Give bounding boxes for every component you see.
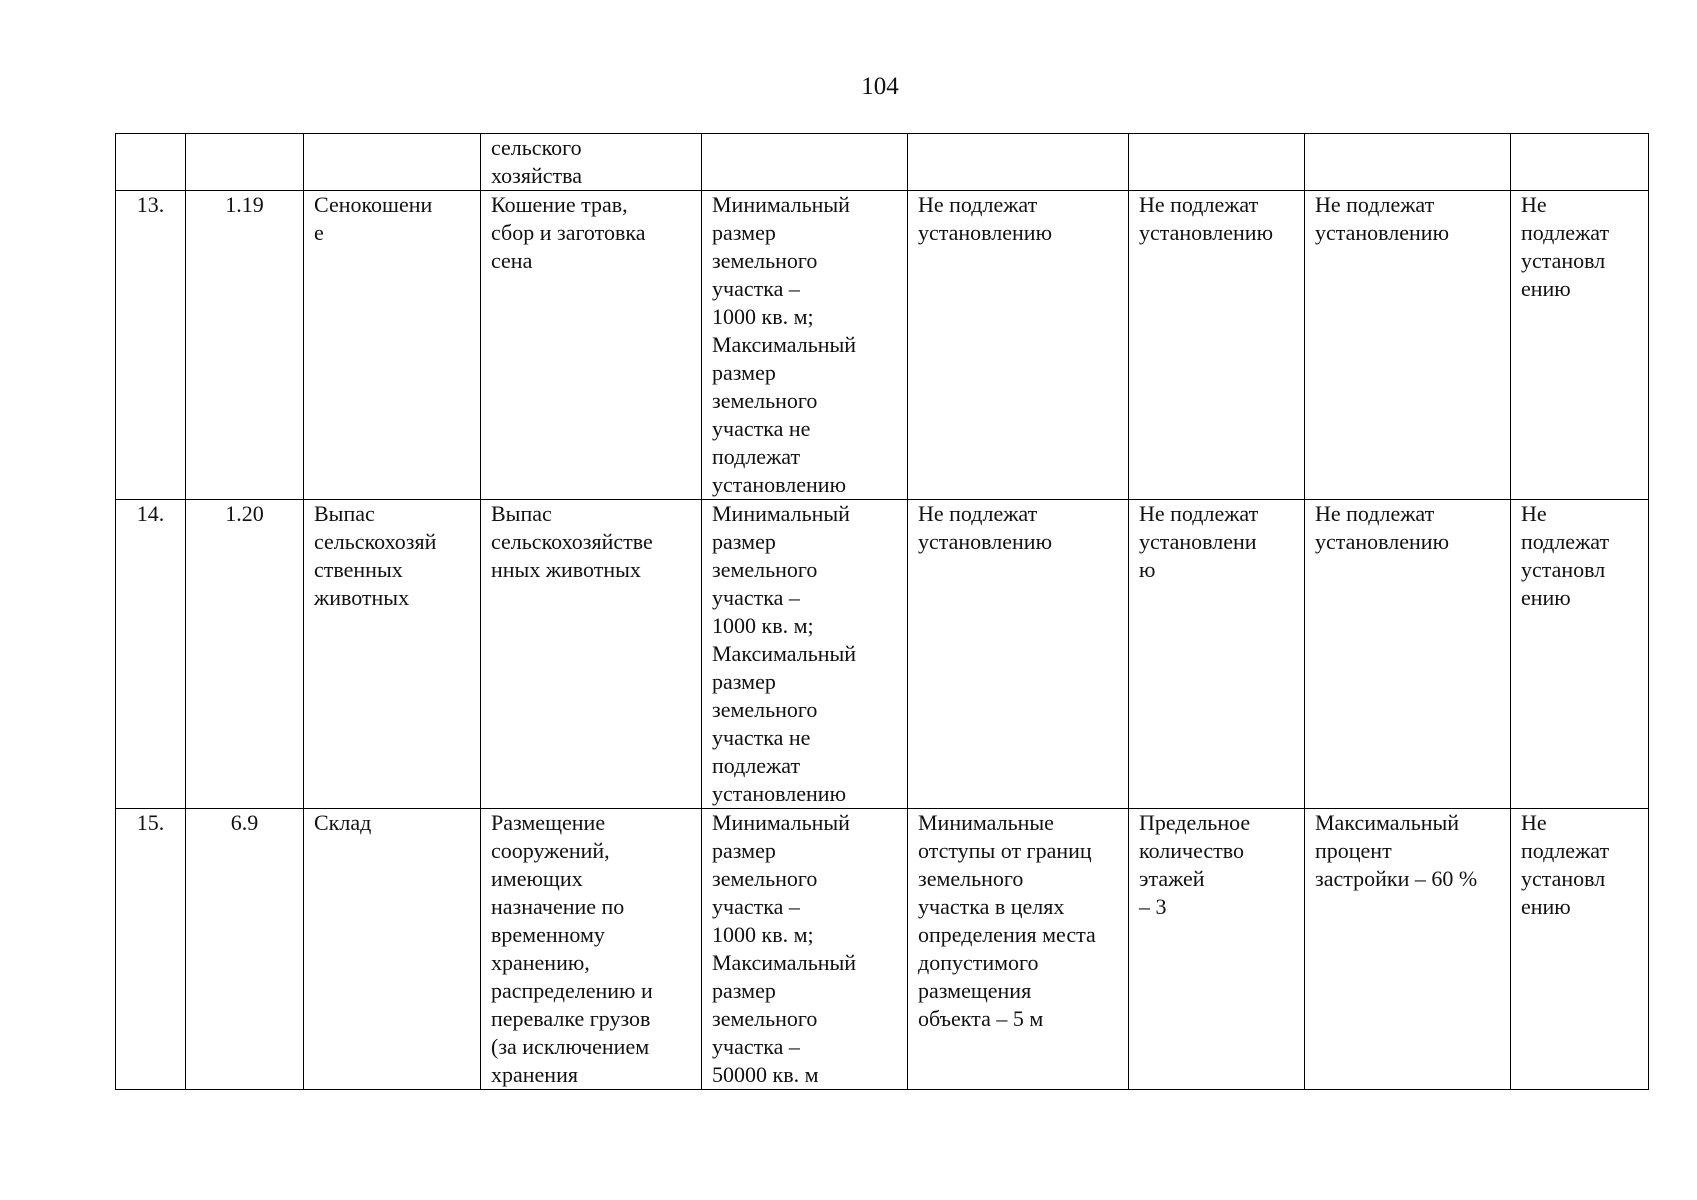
cell-other: Не подлежат установл ению xyxy=(1511,191,1649,500)
cell-code: 1.20 xyxy=(186,500,304,809)
cell-description: Кошение трав, сбор и заготовка сена xyxy=(481,191,702,500)
cell-description: Размещение сооружений, имеющих назначение по временному хранению, распределению и перевалке грузов (за исключением хранения xyxy=(481,809,702,1090)
cell-floors: Предельное количество этажей – 3 xyxy=(1129,809,1305,1090)
cell-number: 13. xyxy=(116,191,186,500)
cell-number: 14. xyxy=(116,500,186,809)
cell-name xyxy=(304,134,481,191)
cell-code xyxy=(186,134,304,191)
cell-name: Выпас сельскохозяй ственных животных xyxy=(304,500,481,809)
cell-coverage: Не подлежат установлению xyxy=(1305,500,1511,809)
regulations-table xyxy=(115,133,1649,1090)
cell-coverage: Максимальный процент застройки – 60 % xyxy=(1305,809,1511,1090)
cell-plot-size: Минимальный размер земельного участка – 1000 кв. м; Максимальный размер земельного участка не подлежат установлению xyxy=(702,191,908,500)
table-row xyxy=(116,809,1649,1090)
cell-name: Склад xyxy=(304,809,481,1090)
cell-name: Сенокошени е xyxy=(304,191,481,500)
cell-setbacks: Минимальные отступы от границ земельного участка в целях определения места допустимого размещения объекта – 5 м xyxy=(908,809,1129,1090)
cell-description: сельского хозяйства xyxy=(481,134,702,191)
cell-setbacks: Не подлежат установлению xyxy=(908,191,1129,500)
cell-plot-size xyxy=(702,134,908,191)
cell-other: Не подлежат установл ению xyxy=(1511,809,1649,1090)
cell-other xyxy=(1511,134,1649,191)
cell-coverage: Не подлежат установлению xyxy=(1305,191,1511,500)
cell-other: Не подлежат установл ению xyxy=(1511,500,1649,809)
cell-plot-size: Минимальный размер земельного участка – 1000 кв. м; Максимальный размер земельного участка – 50000 кв. м xyxy=(702,809,908,1090)
cell-floors xyxy=(1129,134,1305,191)
cell-floors: Не подлежат установлени ю xyxy=(1129,500,1305,809)
cell-code: 1.19 xyxy=(186,191,304,500)
cell-description: Выпас сельскохозяйстве нных животных xyxy=(481,500,702,809)
cell-number xyxy=(116,134,186,191)
table-row xyxy=(116,500,1649,809)
cell-code: 6.9 xyxy=(186,809,304,1090)
cell-setbacks xyxy=(908,134,1129,191)
page-number: 104 xyxy=(861,73,899,100)
cell-floors: Не подлежат установлению xyxy=(1129,191,1305,500)
table-row xyxy=(116,134,1649,191)
cell-setbacks: Не подлежат установлению xyxy=(908,500,1129,809)
cell-number: 15. xyxy=(116,809,186,1090)
cell-coverage xyxy=(1305,134,1511,191)
table-row xyxy=(116,191,1649,500)
cell-plot-size: Минимальный размер земельного участка – 1000 кв. м; Максимальный размер земельного участка не подлежат установлению xyxy=(702,500,908,809)
